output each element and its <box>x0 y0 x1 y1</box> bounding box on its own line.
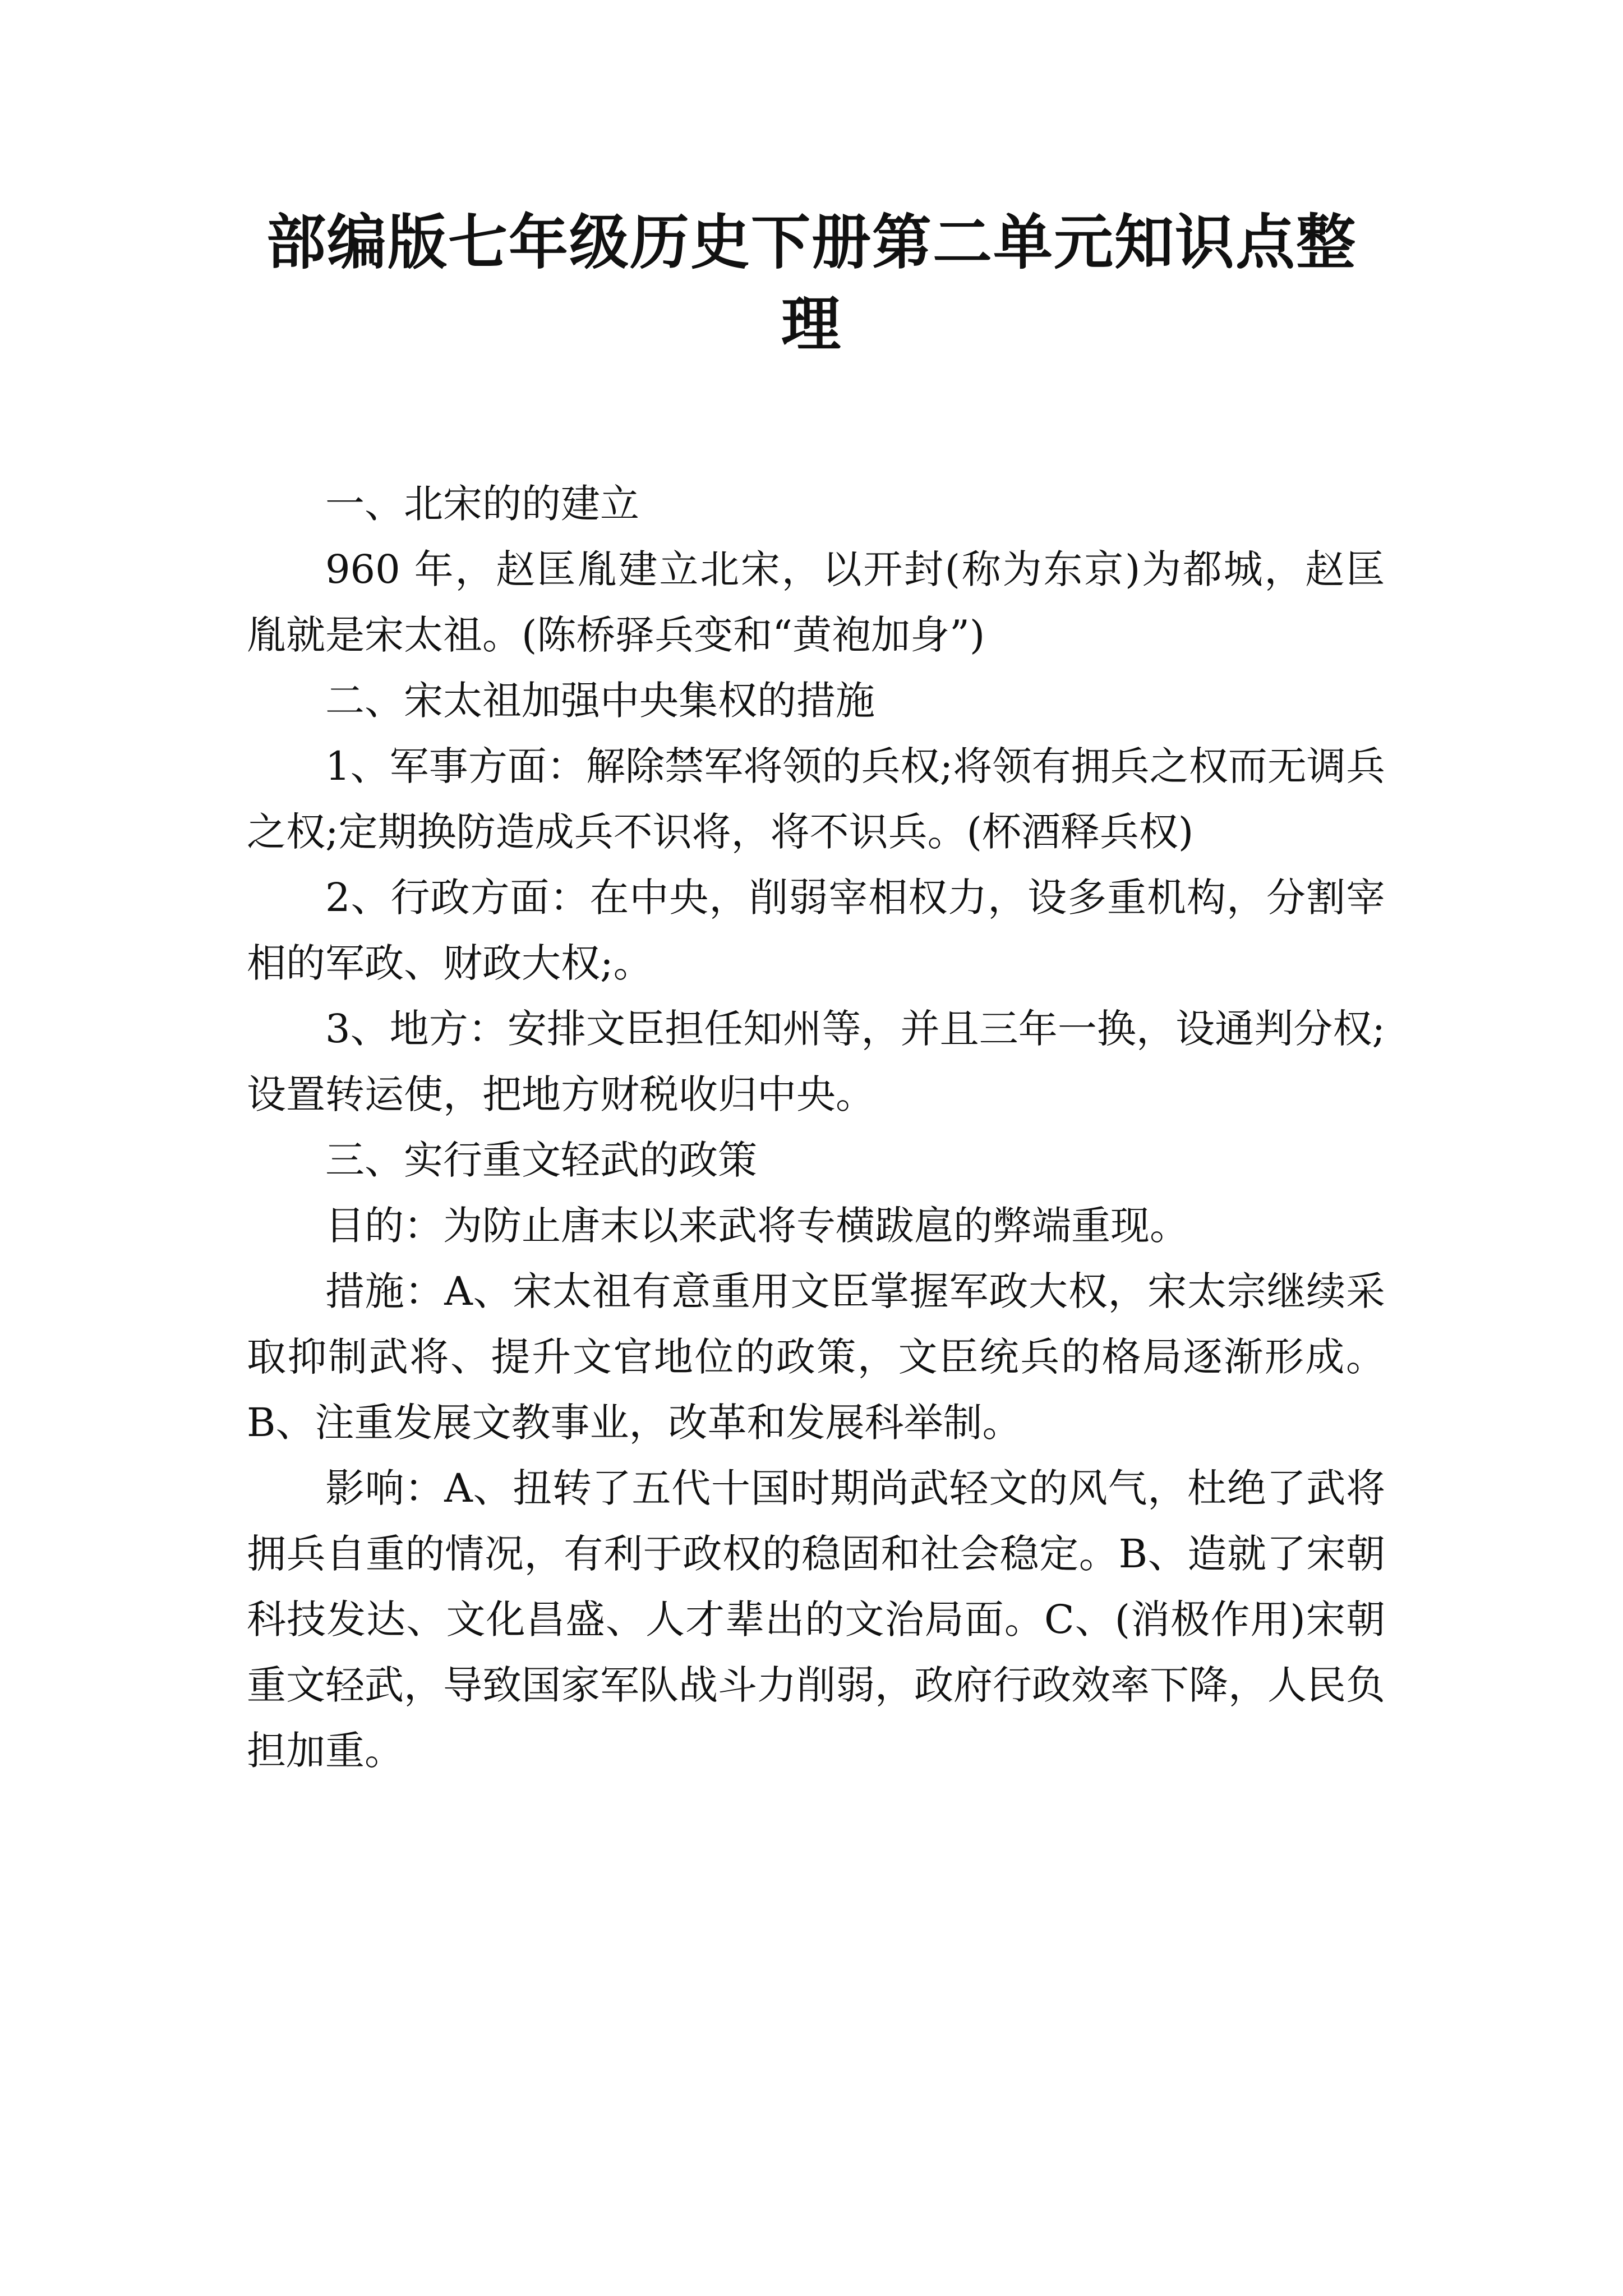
document-body <box>247 471 1385 1784</box>
paragraph: 影响：A、扭转了五代十国时期尚武轻文的风气，杜绝了武将拥兵自重的情况，有利于政权的稳固和社会稳定。B、造就了宋朝科技发达、文化昌盛、人才辈出的文治局面。C、(消极作用)宋朝重文轻武，导致国家军队战斗力削弱，政府行政效率下降，人民负担加重。 <box>247 1465 1385 1774</box>
section-heading-3: 三、实行重文轻武的政策 <box>325 1137 757 1183</box>
section-heading-2: 二、宋太祖加强中央集权的措施 <box>325 678 875 724</box>
paragraph: 960 年，赵匡胤建立北宋，以开封(称为东京)为都城，赵匡胤就是宋太祖。(陈桥驿兵变和“黄袍加身”) <box>247 546 1385 658</box>
document-title: 部编版七年级历史下册第二单元知识点整理 <box>266 208 1357 359</box>
paragraph: 1、军事方面：解除禁军将领的兵权;将领有拥兵之权而无调兵之权;定期换防造成兵不识将，将不识兵。(杯酒释兵权) <box>247 743 1385 855</box>
paragraph: 2、行政方面：在中央，削弱宰相权力，设多重机构，分割宰相的军政、财政大权;。 <box>247 875 1385 986</box>
paragraph: 措施：A、宋太祖有意重用文臣掌握军政大权，宋太宗继续采取抑制武将、提升文官地位的政策，文臣统兵的格局逐渐形成。B、注重发展文教事业，改革和发展科举制。 <box>247 1268 1385 1446</box>
section-heading-1: 一、北宋的的建立 <box>325 481 639 527</box>
paragraph: 3、地方：安排文臣担任知州等，并且三年一换，设通判分权;设置转运使，把地方财税收归中央。 <box>247 1006 1385 1117</box>
paragraph: 目的：为防止唐末以来武将专横跋扈的弊端重现。 <box>325 1203 1189 1249</box>
